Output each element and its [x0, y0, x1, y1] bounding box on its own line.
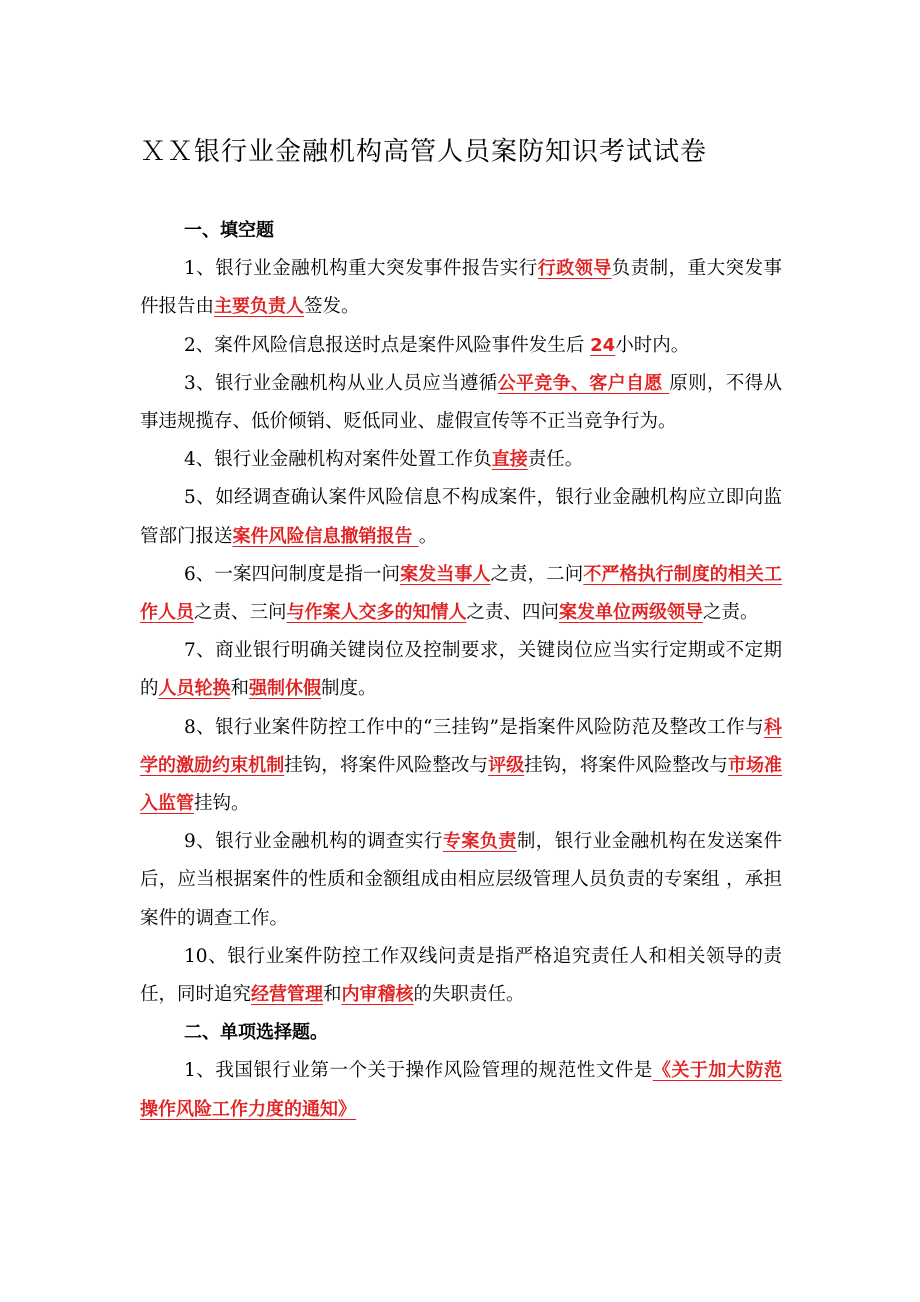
question-7: [140, 632, 782, 708]
answer: 公平竞争、客户自愿: [497, 372, 670, 394]
question-text: 7、商业银行明确关键岗位及控制要求，关键岗位应当实行定期或不定期的: [140, 640, 782, 700]
question-text: 之责。: [703, 602, 759, 624]
answer: 不严格执行制度的相关工作人员: [140, 563, 782, 624]
question-8: [140, 709, 782, 824]
question-5: [140, 479, 782, 555]
section-heading-fill-blank: 一、填空题: [184, 220, 274, 241]
question-text: 2、案件风险信息报送时点是案件风险事件发生后: [184, 334, 591, 356]
question-text: 3、银行业金融机构从业人员应当遵循: [184, 372, 498, 394]
answer: 主要负责人: [214, 296, 305, 318]
question-text: 和: [230, 678, 250, 700]
question-2: [140, 327, 782, 365]
question-text: 5、如经调查确认案件风险信息不构成案件，银行业金融机构应立即向监管部门报送: [140, 487, 782, 547]
question-3: [140, 365, 782, 441]
question-text: 9、银行业金融机构的调查实行: [184, 831, 443, 853]
question-text: 挂钩，将案件风险整改与: [524, 754, 728, 776]
answer: 《关于加大防范操作风险工作力度的通知》: [140, 1060, 782, 1120]
question-text: 4、银行业金融机构对案件处置工作负: [184, 449, 492, 471]
question-text: 责任。: [527, 449, 584, 471]
question-text: 原则，不得从事违规揽存、低价倾销、贬低同业、虚假宣传等不正当竞争行为。: [140, 372, 782, 433]
choice-question-1: [140, 1052, 782, 1128]
question-text: 制度。: [321, 678, 377, 700]
question-1: [140, 250, 782, 326]
answer: 行政领导: [537, 258, 612, 280]
answer: 案发当事人: [400, 563, 491, 585]
answer: 人员轮换: [158, 678, 231, 700]
question-text: 。: [418, 525, 438, 547]
question-text: 负责制，重大突发事件报告由: [140, 258, 782, 318]
answer: 案件风险信息撤销报告: [232, 525, 419, 547]
question-text: 1、银行业金融机构重大突发事件报告实行: [184, 258, 538, 280]
answer: 24: [590, 334, 616, 356]
question-text: 10、银行业案件防控工作双线问责是指严格追究责任人和相关领导的责任，同时追究: [140, 945, 782, 1006]
question-4: [140, 441, 782, 479]
document-title: ＸＸ银行业金融机构高管人员案防知识考试试卷: [140, 137, 708, 167]
question-text: 制，银行业金融机构在发送案件后，应当根据案件的性质和金额组成由相应层级管理人员负责的专案组 ，承担案件的调查工作。: [140, 831, 782, 929]
answer: 专案负责: [442, 831, 517, 853]
answer: 案发单位两级领导: [559, 602, 704, 624]
answer: 科学的激励约束机制: [140, 716, 782, 776]
question-text: 之责、四问: [466, 602, 560, 624]
question-text: 之责、三问: [194, 602, 287, 624]
question-text: 挂钩。: [194, 793, 250, 815]
question-text: 6、一案四问制度是指一问: [184, 563, 401, 585]
question-text: 挂钩，将案件风险整改与: [284, 754, 489, 776]
question-text: 的失职责任。: [413, 984, 525, 1006]
answer: 经营管理: [251, 984, 324, 1006]
question-text: 和: [323, 984, 342, 1006]
answer: 内审稽核: [341, 984, 414, 1006]
question-text: 签发。: [304, 296, 360, 318]
answer: 市场准入监管: [140, 754, 783, 815]
question-text: 8、银行业案件防控工作中的“三挂钩”是指案件风险防范及整改工作与: [184, 716, 764, 738]
answer: 直接: [491, 449, 528, 471]
question-10: [140, 938, 782, 1014]
answer: 评级: [488, 754, 525, 776]
section-heading-single-choice: 二、单项选择题。: [184, 1022, 328, 1044]
question-text: 之责，二问: [490, 563, 584, 585]
document-body: [140, 212, 782, 1129]
answer: 强制休假: [249, 678, 322, 700]
question-9: [140, 823, 782, 938]
question-text: 1、我国银行业第一个关于操作风险管理的规范性文件是: [184, 1060, 653, 1082]
question-6: [140, 556, 782, 632]
question-text: 小时内。: [615, 334, 690, 356]
answer: 与作案人交多的知情人: [286, 602, 467, 624]
